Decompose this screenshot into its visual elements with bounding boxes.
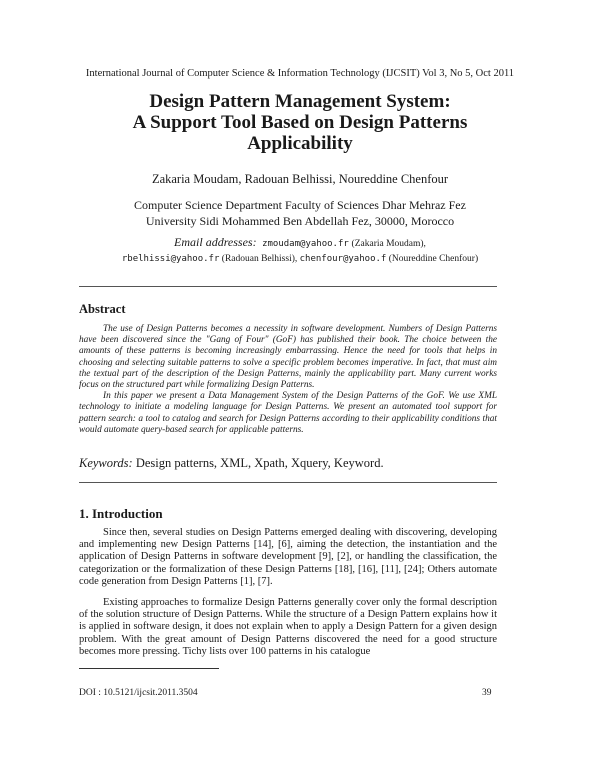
abstract-paragraph: The use of Design Patterns becomes a necessity in software development. Numbers of Design Patterns have been discovered since the "Gang of Four" (GoF) has published their book. The choice between the amounts of these patterns is becoming increasingly embarrassing. Hence the need for tools that helps in choosing and selecting suitable patterns to solve a specific problem becomes imperative. In fact, that must aim the textual part of the description of the Design Patterns, mainly the applicability part. Many current works focus on the structured part while formalizing Design Patterns. bbox=[79, 324, 497, 391]
paper-title bbox=[60, 91, 540, 154]
running-header: International Journal of Computer Science & Information Technology (IJCSIT) Vol 3, No 5, Oct 2011 bbox=[85, 68, 515, 79]
email-owner: (Noureddine Chenfour) bbox=[388, 254, 479, 264]
body-paragraph: Existing approaches to formalize Design Patterns generally cover only the formal description of the solution structure of Design Patterns. While the structure of a Design Pattern explains how it is applied in software design, it does not explain when to apply a Design Pattern for a given design problem. With the great amount of Design Patterns discovered the need for a good structure becomes more pressing. Tichy lists over 100 patterns in his catalogue bbox=[79, 597, 497, 657]
email-line-2 bbox=[0, 254, 600, 264]
title-line: Applicability bbox=[247, 133, 353, 154]
section-heading: 1. Introduction bbox=[79, 506, 163, 521]
keywords-text: Design patterns, XML, Xpath, Xquery, Keyword. bbox=[135, 456, 384, 470]
email-address: chenfour@yahoo.f bbox=[299, 254, 387, 264]
keywords bbox=[79, 456, 497, 471]
body-paragraph: Since then, several studies on Design Patterns emerged dealing with discovering, developing and implementing new Design Patterns [14], [6], aiming the detection, the instantiation and the application of Design Patterns in software development [9], [2], or handling the classification, the categorization or the formalization of these Design Patterns [18], [16], [11], [24]; Others automate code generation from Design Patterns [1], [7]. bbox=[79, 527, 497, 587]
title-line: Design Pattern Management System: bbox=[149, 91, 451, 112]
email-label: Email addresses: bbox=[174, 235, 257, 249]
abstract-body bbox=[79, 324, 497, 436]
email-owner: (Radouan Belhissi), bbox=[221, 254, 298, 264]
divider bbox=[79, 286, 497, 287]
divider bbox=[79, 482, 497, 483]
authors: Zakaria Moudam, Radouan Belhissi, Noureddine Chenfour bbox=[151, 172, 449, 186]
doi: DOI : 10.5121/ijcsit.2011.3504 bbox=[79, 688, 198, 698]
email-owner: (Zakaria Moudam), bbox=[351, 239, 426, 249]
affiliation-line: University Sidi Mohammed Ben Abdellah Fez, 30000, Morocco bbox=[145, 214, 455, 228]
keywords-label: Keywords: bbox=[79, 456, 133, 470]
footnote-rule bbox=[79, 668, 219, 669]
email-address: rbelhissi@yahoo.fr bbox=[121, 254, 220, 264]
page-number: 39 bbox=[482, 688, 492, 698]
affiliation-line: Computer Science Department Faculty of Sciences Dhar Mehraz Fez bbox=[134, 198, 466, 212]
title-line: A Support Tool Based on Design Patterns bbox=[132, 112, 468, 133]
abstract-heading: Abstract bbox=[79, 302, 126, 316]
affiliation bbox=[0, 197, 600, 229]
email-address: zmoudam@yahoo.fr bbox=[262, 239, 349, 249]
email-line-1 bbox=[0, 235, 600, 250]
abstract-paragraph: In this paper we present a Data Management System of the Design Patterns of the GoF. We use XML technology to initiate a modeling language for Design Patterns. We present an automated tool support for pattern search: a tool to catalog and search for Design Patterns according to their applicability conditions that would automate query-based search for applicable patterns. bbox=[79, 391, 497, 435]
